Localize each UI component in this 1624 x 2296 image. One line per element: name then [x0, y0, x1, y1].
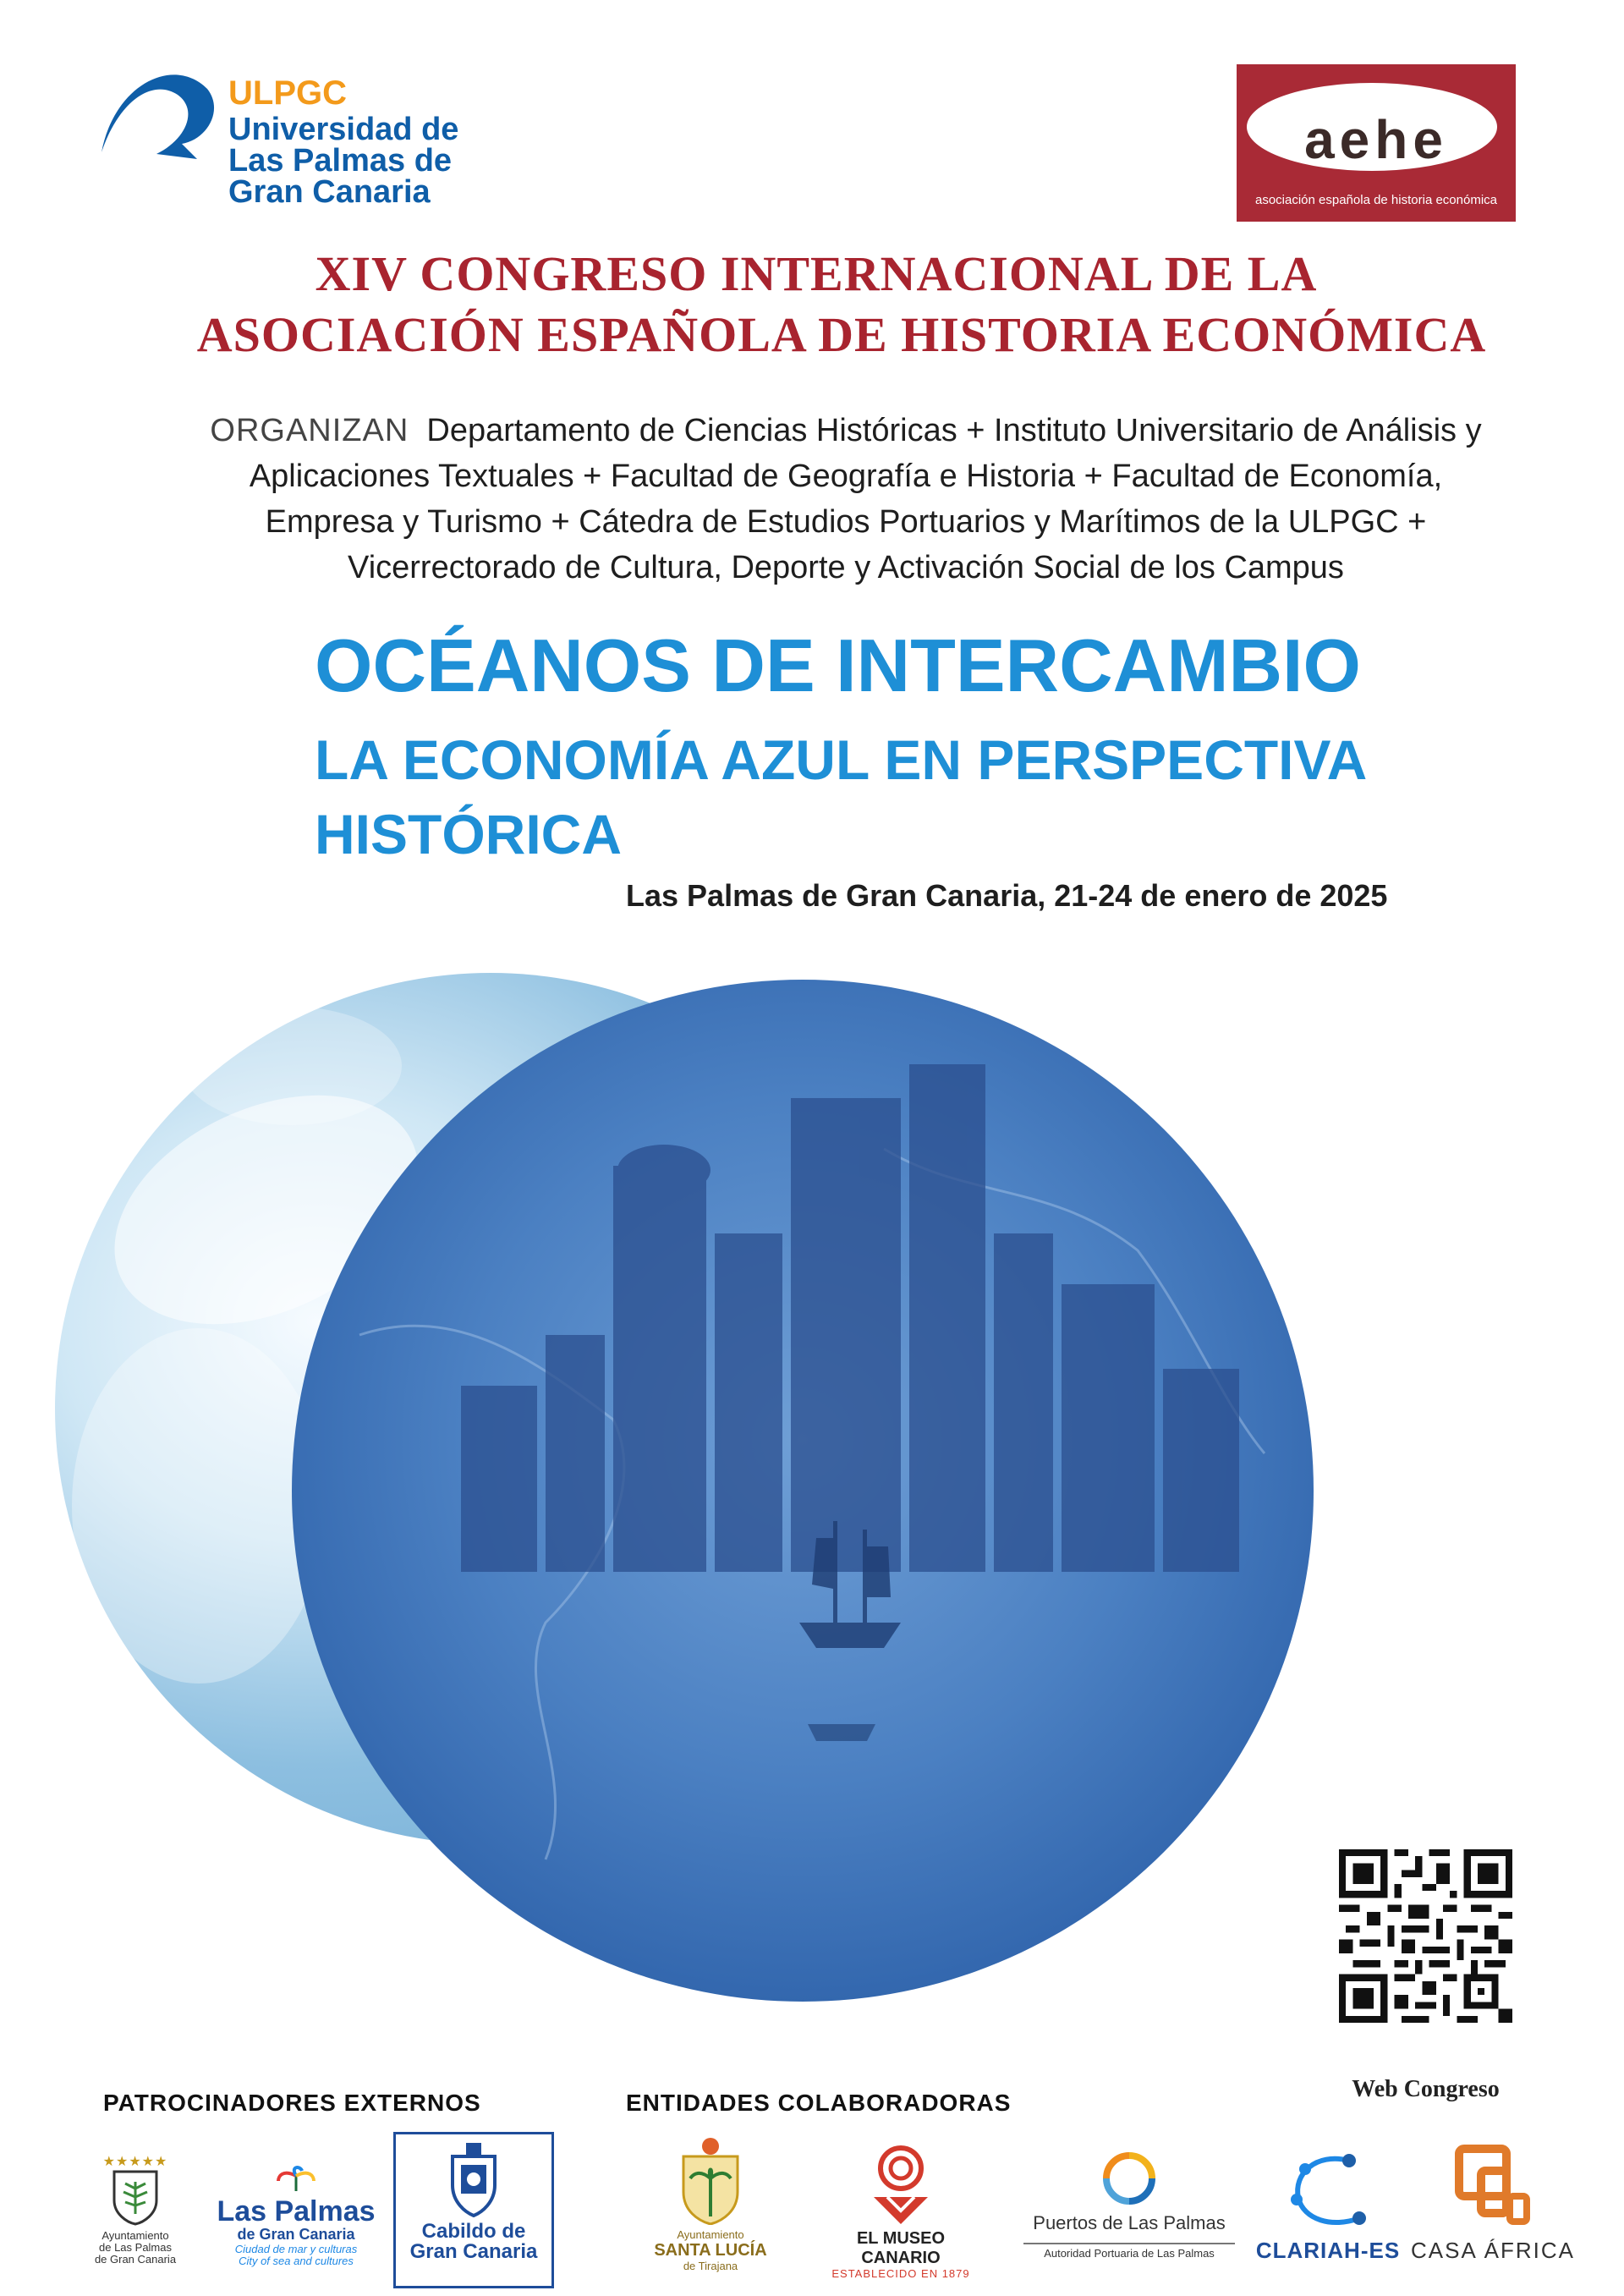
- cabildo-logo: [393, 2132, 554, 2288]
- theme-subtitle-2: HISTÓRICA: [315, 803, 622, 865]
- theme-title: OCÉANOS DE INTERCAMBIO: [315, 623, 1361, 707]
- lpgc-brand-logo: [211, 2166, 381, 2267]
- santa-lucia-shield-icon: [677, 2136, 744, 2225]
- casa-africa-name: CASA ÁFRICA: [1411, 2238, 1575, 2263]
- casa-africa-emblem-icon: [1451, 2140, 1535, 2233]
- theme-subtitle-1: LA ECONOMÍA AZUL EN PERSPECTIVA: [315, 728, 1368, 791]
- clariah-network-icon: [1281, 2149, 1374, 2233]
- crown-icon: ★★★★★: [102, 2155, 168, 2169]
- organizers-line: Vicerrectorado de Cultura, Deporte y Activación Social de los Campus: [348, 550, 1344, 585]
- ulpgc-logo: [97, 59, 495, 211]
- qr-code[interactable]: [1339, 1849, 1512, 2023]
- qr-label: Web Congreso: [1352, 2076, 1500, 2102]
- lpgc-brand-name: Las Palmas: [217, 2195, 376, 2227]
- museo-canario-logo: [816, 2145, 985, 2288]
- cabildo-shield-icon: [444, 2141, 503, 2217]
- congress-title-line-1: XIV CONGRESO INTERNACIONAL DE LA: [315, 246, 1318, 301]
- ocean-city-image: [292, 980, 1314, 2002]
- puertos-emblem-icon: [1100, 2149, 1159, 2208]
- lpgc-tagline: Ciudad de mar y culturas City of sea and cultures: [234, 2243, 358, 2267]
- qr-code-icon: [1339, 1849, 1512, 2023]
- clariah-logo: [1252, 2149, 1404, 2284]
- organizers-lead: ORGANIZAN: [210, 413, 409, 448]
- organizers-line: [135, 408, 1556, 453]
- lpgc-shield-icon: [110, 2170, 161, 2226]
- ulpgc-acronym: ULPGC: [228, 74, 347, 112]
- lpgc-brand-sub: de Gran Canaria: [237, 2226, 355, 2243]
- organizers-line: Aplicaciones Textuales + Facultad de Geografía e Historia + Facultad de Economía,: [249, 459, 1443, 494]
- organizers-block: [135, 408, 1556, 590]
- santa-lucia-small: Ayuntamiento: [677, 2228, 744, 2241]
- lpgc-palm-icon: [275, 2166, 317, 2193]
- ulpgc-name: Universidad de Las Palmas de Gran Canaria: [228, 112, 459, 210]
- clariah-name: CLARIAH-ES: [1255, 2238, 1401, 2263]
- aehe-subtitle: asociación española de historia económica: [1254, 193, 1497, 207]
- aehe-word: aehe: [1304, 109, 1448, 170]
- museo-canario-sub: ESTABLECIDO EN 1879: [831, 2267, 970, 2280]
- ayuntamiento-lpgc-logo: [80, 2153, 190, 2271]
- partners-heading: ENTIDADES COLABORADORAS: [626, 2090, 1012, 2116]
- ulpgc-emblem-icon: [97, 59, 224, 161]
- puertos-logo: [1015, 2149, 1243, 2284]
- museo-canario-name: EL MUSEO CANARIO: [856, 2229, 946, 2267]
- sponsors-heading: PATROCINADORES EXTERNOS: [103, 2090, 481, 2116]
- museo-canario-emblem-icon: [867, 2145, 935, 2225]
- santa-lucia-logo: [643, 2136, 778, 2288]
- puertos-sub: Autoridad Portuaria de Las Palmas: [1044, 2247, 1215, 2260]
- puertos-name: Puertos de Las Palmas: [1033, 2212, 1226, 2233]
- santa-lucia-sub: de Tirajana: [683, 2260, 738, 2272]
- aehe-logo: [1237, 64, 1516, 222]
- cabildo-name: Cabildo de Gran Canaria: [409, 2220, 538, 2263]
- skyline-ship-illustration: [292, 980, 1314, 2002]
- organizers-line: Empresa y Turismo + Cátedra de Estudios Portuarios y Marítimos de la ULPGC +: [265, 504, 1427, 540]
- venue-date: Las Palmas de Gran Canaria, 21-24 de enero de 2025: [626, 878, 1388, 913]
- casa-africa-logo: [1408, 2140, 1577, 2284]
- congress-title-line-2: ASOCIACIÓN ESPAÑOLA DE HISTORIA ECONÓMICA: [196, 307, 1487, 362]
- organizers-text: Departamento de Ciencias Históricas + Instituto Universitario de Análisis y: [426, 413, 1482, 448]
- ayuntamiento-lpgc-text: Ayuntamiento de Las Palmas de Gran Canaria: [94, 2229, 177, 2266]
- puertos-divider: [1023, 2243, 1235, 2244]
- santa-lucia-name: SANTA LUCÍA: [654, 2241, 767, 2260]
